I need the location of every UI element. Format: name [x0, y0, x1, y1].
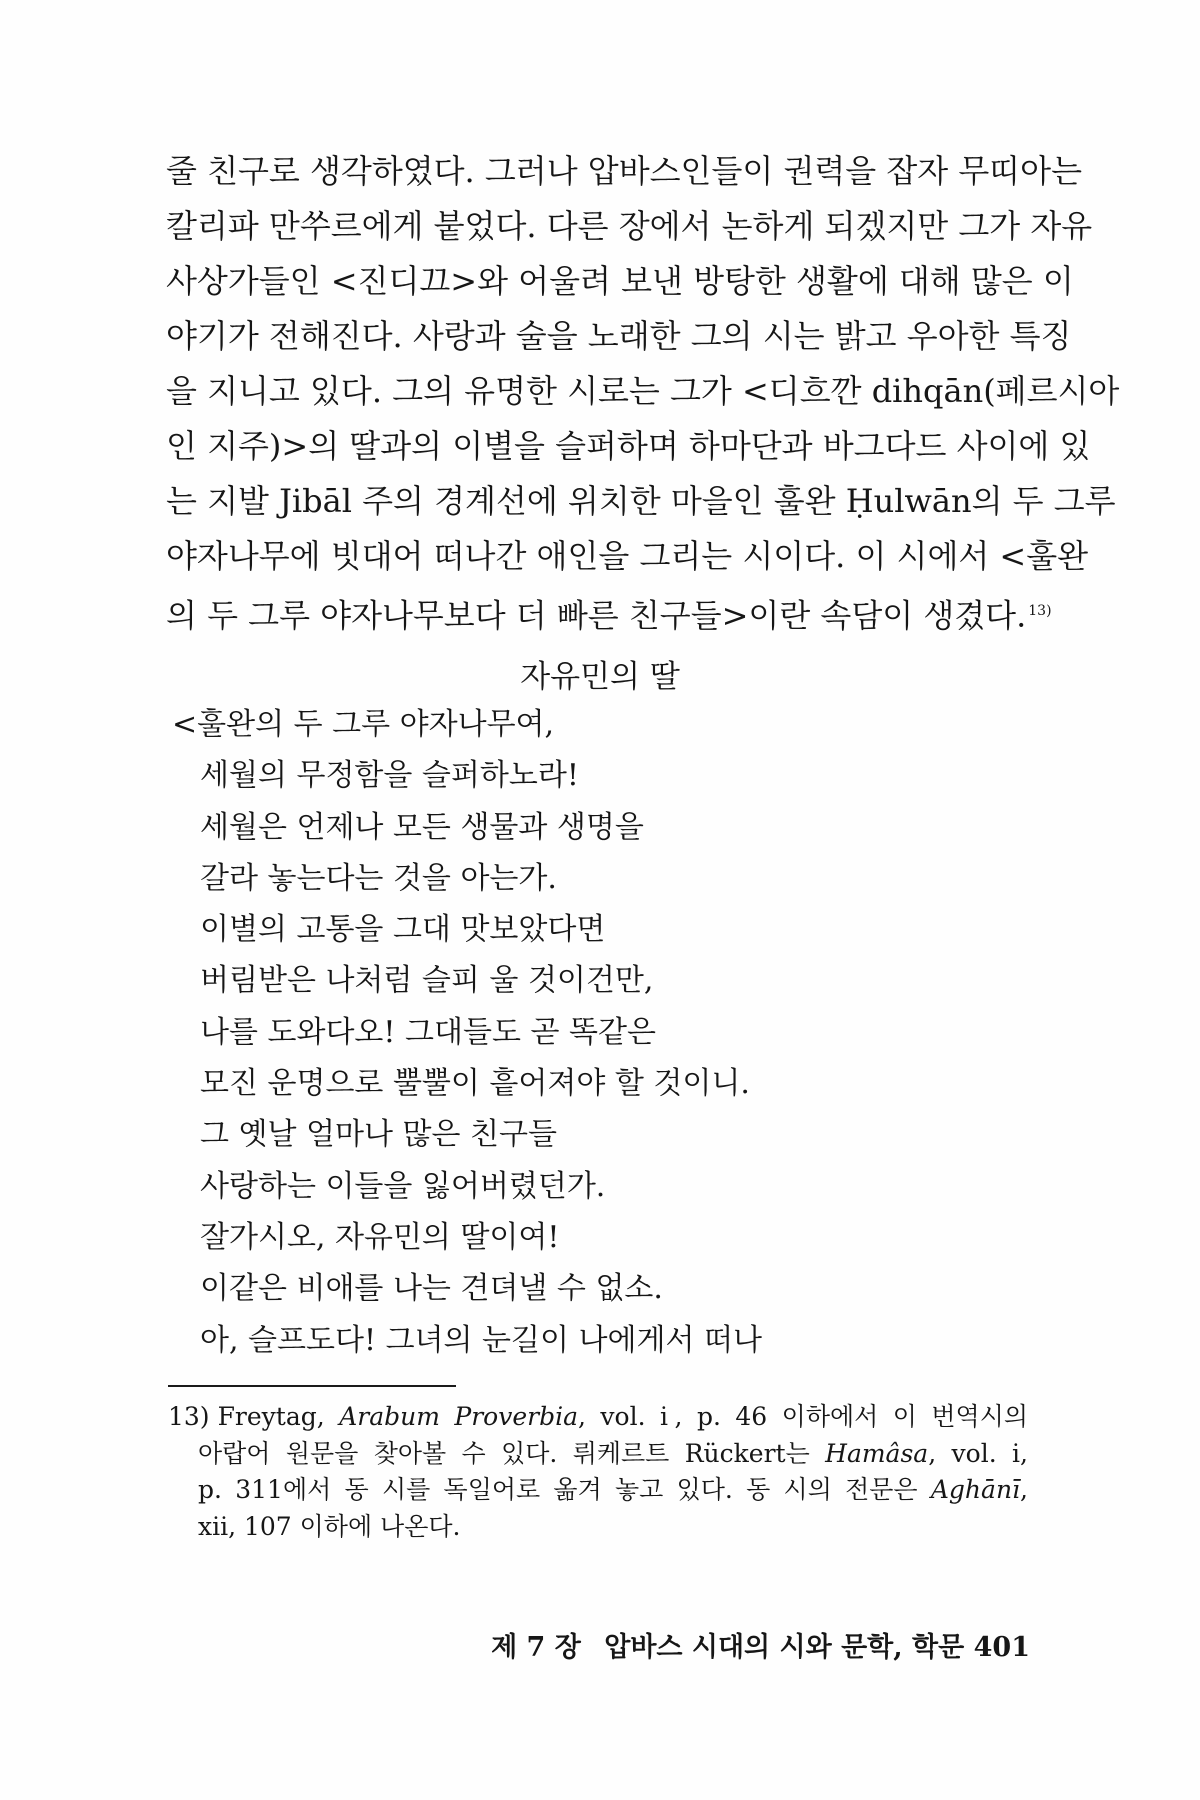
body-line: 칼리파 만쑤르에게 붙었다. 다른 장에서 논하게 되겠지만 그가 자유 [166, 207, 1093, 245]
body-line: 야기가 전해진다. 사랑과 술을 노래한 그의 시는 밝고 우아한 특징 [166, 317, 1072, 355]
footnote-book-title: Hamâsa [825, 1438, 929, 1468]
poem-line: <훌완의 두 그루 야자나무여, [172, 707, 555, 742]
footnote-text: Freytag, [217, 1402, 340, 1431]
footnote-text: p. 311에서 동 시를 독일어로 옮겨 놓고 있다. 동 시의 전문은 [198, 1475, 931, 1504]
body-paragraph [166, 148, 1120, 643]
poem-line: 버림받은 나처럼 슬피 울 것이건만, [200, 963, 654, 999]
footnote-line [168, 1400, 1028, 1437]
poem-line: 모진 운명으로 뿔뿔이 흩어져야 할 것이니. [200, 1066, 750, 1102]
footnote-book-title: Arabum Proverbia [339, 1402, 578, 1431]
poem-block [172, 703, 972, 1370]
body-line-text: 의 두 그루 야자나무보다 더 빠른 친구들>이란 속담이 생겼다. [166, 596, 1027, 635]
footnote [168, 1400, 1028, 1546]
footnote-text: , vol. ⅰ, p. 46 이하에서 이 번역시의 [577, 1402, 1028, 1431]
poem-line: 이별의 고통을 그대 맛보았다면 [200, 912, 606, 948]
footnote-text: 아랍어 원문을 찾아볼 수 있다. 뤼케르트 Rückert는 [198, 1438, 826, 1468]
poem-title: 자유민의 딸 [520, 659, 680, 695]
body-line: 줄 친구로 생각하였다. 그러나 압바스인들이 권력을 잡자 무띠아는 [166, 152, 1083, 190]
body-line-last [166, 588, 1052, 643]
footnote-line [168, 1437, 1028, 1474]
footnote-number: 13) [168, 1402, 210, 1431]
poem-line: 잘가시오, 자유민의 딸이여! [200, 1219, 560, 1255]
body-line: 인 지주)>의 딸과의 이별을 슬퍼하며 하마단과 바그다드 사이에 있 [166, 427, 1091, 465]
page-number: 401 [973, 1632, 1030, 1663]
running-footer [491, 1628, 1030, 1668]
poem-line: 이같은 비애를 나는 견뎌낼 수 없소. [200, 1271, 663, 1307]
poem-line: 아, 슬프도다! 그녀의 눈길이 나에게서 떠나 [200, 1322, 762, 1358]
poem-line: 나를 도와다오! 그대들도 곧 똑같은 [200, 1014, 656, 1050]
body-line: 야자나무에 빗대어 떠나간 애인을 그리는 시이다. 이 시에서 <훌완 [166, 537, 1089, 575]
poem-line: 세월은 언제나 모든 생물과 생명을 [200, 809, 644, 845]
poem-line: 그 옛날 얼마나 많은 친구들 [200, 1117, 557, 1153]
chapter-label: 제 7 장 [491, 1632, 581, 1663]
footnote-line: xii, 107 이하에 나온다. [198, 1511, 461, 1541]
footnote-text: , [1020, 1475, 1028, 1504]
poem-line: 갈라 놓는다는 것을 아는가. [200, 860, 557, 896]
body-line: 는 지발 Jibāl 주의 경계선에 위치한 마을인 훌완 Ḥulwān의 두 그루 [166, 482, 1116, 520]
footnote-text: , vol. i, [928, 1438, 1028, 1468]
footnote-line [168, 1473, 1028, 1510]
poem-line: 세월의 무정함을 슬퍼하노라! [200, 758, 579, 794]
footnote-book-title: Aghānī [930, 1475, 1021, 1504]
poem-line: 사랑하는 이들을 잃어버렸던가. [200, 1168, 606, 1204]
footnote-divider [168, 1385, 456, 1387]
chapter-title: 압바스 시대의 시와 문학, 학문 [604, 1632, 965, 1663]
body-line: 사상가들인 <진디끄>와 어울려 보낸 방탕한 생활에 대해 많은 이 [166, 262, 1074, 300]
body-line: 을 지니고 있다. 그의 유명한 시로는 그가 <디흐깐 dihqān(페르시아 [166, 372, 1120, 410]
footnote-reference[interactable]: 13) [1028, 603, 1052, 619]
